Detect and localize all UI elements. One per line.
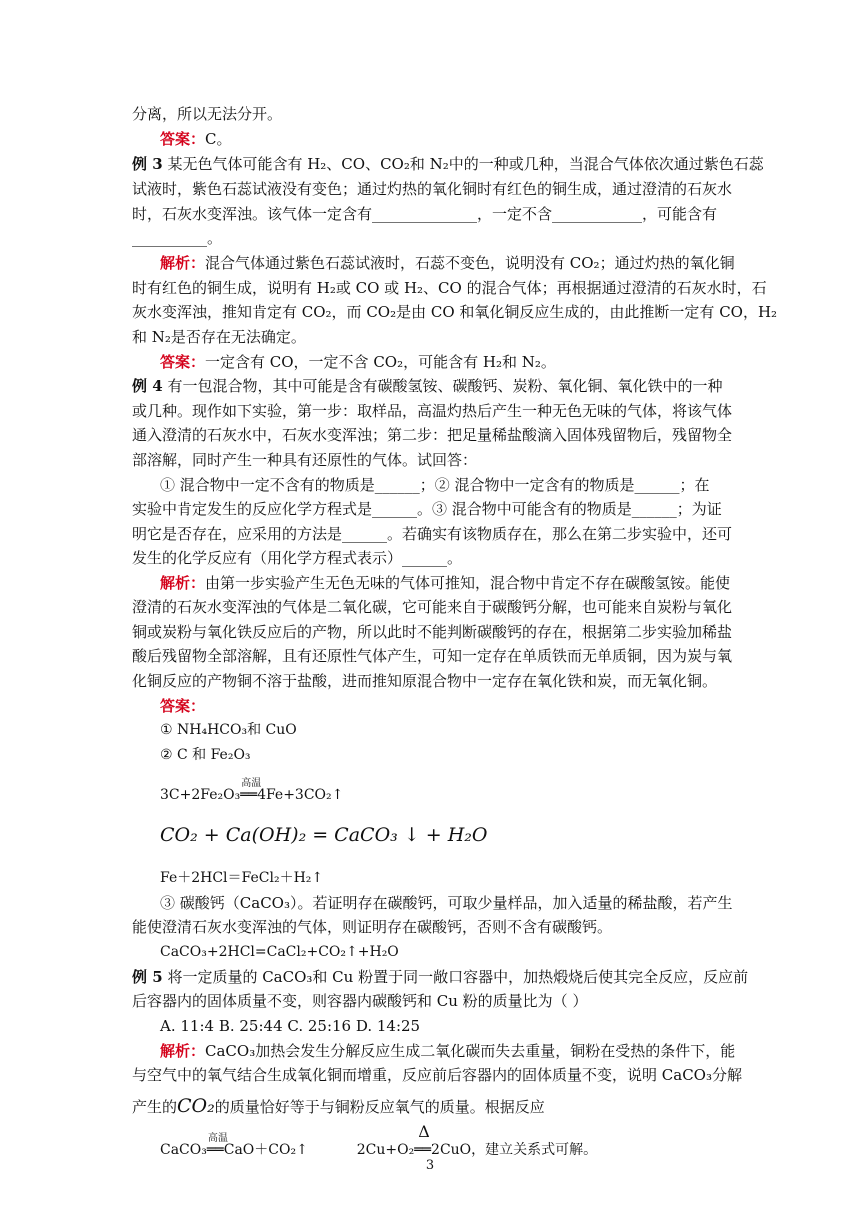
page-number: 3 (425, 1158, 435, 1173)
answer-item-1: ① NH₄HCO₃和 CuO (160, 722, 297, 738)
example-3-line (132, 154, 764, 174)
equation-5 (160, 1122, 598, 1160)
text-line: 时，石灰水变浑浊。该气体一定含有______________，一定不含____________，可能含有 (132, 205, 718, 223)
text-line: 分离，所以无法分开。 (132, 105, 283, 123)
analysis-text: 由第一步实验产生无色无味的气体可推知，混合物中肯定不存在碳酸氢铵。能使 (205, 574, 731, 592)
text-line: 时有红色的铜生成，说明有 H₂或 CO 或 H₂、CO 的混合气体；再根据通过澄清的石灰水时，石 (132, 279, 767, 297)
example-5-line (132, 967, 748, 987)
text-line: 与空气中的氧气结合生成氧化铜而增重，反应前后容器内的固体质量不变，说明 CaCO₃分解 (132, 1066, 742, 1084)
answer-text: C。 (205, 130, 232, 148)
text-line: ③ 碳酸钙（CaCO₃）。若证明存在碳酸钙，可取少量样品，加入适量的稀盐酸，若产生 (160, 894, 733, 912)
equation-4: CaCO₃+2HCl=CaCl₂+CO₂↑+H₂O (160, 944, 399, 960)
analysis-text: 混合气体通过紫色石蕊试液时，石蕊不变色，说明没有 CO₂；通过灼热的氧化铜 (205, 254, 735, 272)
text-line: 酸后残留物全部溶解，且有还原性气体产生，可知一定存在单质铁而无单质铜，因为炭与氧 (132, 647, 733, 665)
text-line: ① 混合物中一定不含有的物质是______；② 混合物中一定含有的物质是______；在 (160, 476, 710, 494)
answer-label: 答案： (160, 353, 206, 371)
text-line: 化铜反应的产物铜不溶于盐酸，进而推知原混合物中一定存在氧化铁和炭，而无氧化铜。 (132, 672, 718, 690)
example-3-text: 某无色气体可能含有 H₂、CO、CO₂和 N₂中的一种或几种，当混合气体依次通过紫色石蕊 (162, 155, 764, 173)
equation-6-right: 2CuO，建立关系式可解。 (431, 1142, 598, 1158)
text-line: __________。 (132, 229, 223, 247)
analysis-label: 解析： (160, 254, 206, 272)
analysis-line (160, 253, 735, 273)
equation-6-left: 2Cu+O₂ (356, 1142, 415, 1158)
co2-formula: CO₂ (177, 1095, 215, 1117)
text-line: 发生的化学反应有（用化学方程式表示）______。 (132, 549, 463, 567)
text-line: 澄清的石灰水变浑浊的气体是二氧化碳，它可能来自于碳酸钙分解，也可能来自炭粉与氧化 (132, 598, 733, 616)
example-5-text: 将一定质量的 CaCO₃和 Cu 粉置于同一敞口容器中，加热煅烧后使其完全反应，反应前 (162, 968, 749, 986)
answer-item-2: ② C 和 Fe₂O₃ (160, 747, 251, 763)
equation-5-right: CaO＋CO₂↑ (223, 1142, 308, 1158)
text-line: 或几种。现作如下实验，第一步：取样品，高温灼热后产生一种无色无味的气体，将该气体 (132, 402, 733, 420)
text-fragment: 产生的 (132, 1098, 178, 1116)
text-line: 灰水变浑浊，推知肯定有 CO₂，而 CO₂是由 CO 和氧化铜反应生成的，由此推断一定有 CO，H₂ (132, 303, 778, 321)
example-4-label: 例 4 (132, 377, 163, 395)
text-line: 能使澄清石灰水变浑浊的气体，则证明存在碳酸钙，否则不含有碳酸钙。 (132, 918, 613, 936)
text-line: 试液时，紫色石蕊试液没有变色；通过灼热的氧化铜时有红色的铜生成，通过澄清的石灰水 (132, 180, 733, 198)
equation-6-arrow: Δ ══ (414, 1122, 432, 1158)
answer-label: 答案： (160, 130, 206, 148)
analysis-label: 解析： (160, 1042, 206, 1060)
text-fragment: 的质量恰好等于与铜粉反应氧气的质量。根据反应 (214, 1098, 545, 1116)
condition-label: 高温 (207, 1133, 228, 1144)
answer-text: 一定含有 CO，一定不含 CO₂，可能含有 H₂和 N₂。 (205, 353, 556, 371)
text-line: 部溶解，同时产生一种具有还原性的气体。试回答： (132, 451, 478, 469)
analysis-text: CaCO₃加热会发生分解反应生成二氧化碳而失去重量，铜粉在受热的条件下，能 (205, 1042, 736, 1060)
text-line: 明它是否存在，应采用的方法是______。若确实有该物质存在，那么在第二步实验中，还可 (132, 525, 733, 543)
answer-line (160, 129, 232, 149)
example-4-text: 有一包混合物，其中可能是含有碳酸氢铵、碳酸钙、炭粉、氧化铜、氧化铁中的一种 (162, 377, 723, 395)
equation-1 (160, 778, 344, 805)
example-3-label: 例 3 (132, 155, 163, 173)
text-line: 和 N₂是否存在无法确定。 (132, 328, 306, 346)
analysis-line (160, 1041, 735, 1061)
answer-line (160, 352, 556, 372)
equation-5-arrow: 高温 ══ (207, 1140, 224, 1160)
text-line: 实验中肯定发生的反应化学方程式是______。③ 混合物中可能含有的物质是______；为证 (132, 500, 722, 518)
answer-label: 答案： (160, 697, 206, 715)
text-line: 后容器内的固体质量不变，则容器内碳酸钙和 Cu 粉的质量比为（ ） (132, 992, 588, 1010)
choices-line: A. 11:4 B. 25:44 C. 25:16 D. 14:25 (160, 1017, 421, 1035)
condition-label: 高温 (241, 778, 262, 789)
text-line (132, 1096, 545, 1117)
text-line: 铜或炭粉与氧化铁反应后的产物，所以此时不能判断碳酸钙的存在，根据第二步实验加稀盐 (132, 623, 733, 641)
delta-symbol: Δ (418, 1122, 430, 1141)
example-5-label: 例 5 (132, 968, 163, 986)
equation-5-left: CaCO₃ (160, 1142, 207, 1158)
analysis-label: 解析： (160, 574, 206, 592)
equation-1-right: 4Fe+3CO₂↑ (257, 787, 344, 803)
equation-1-left: 3C+2Fe₂O₃ (160, 787, 241, 803)
equation-1-arrow: 高温 ══ (240, 785, 257, 805)
equation-3: Fe＋2HCl＝FeCl₂＋H₂↑ (160, 870, 324, 886)
analysis-line (160, 573, 730, 593)
answer-label-line (160, 696, 205, 716)
equation-2: CO₂ + Ca(OH)₂ = CaCO₃ ↓ + H₂O (160, 824, 488, 846)
example-4-line (132, 376, 722, 396)
text-line: 通入澄清的石灰水中，石灰水变浑浊；第二步：把足量稀盐酸滴入固体残留物后，残留物全 (132, 426, 733, 444)
